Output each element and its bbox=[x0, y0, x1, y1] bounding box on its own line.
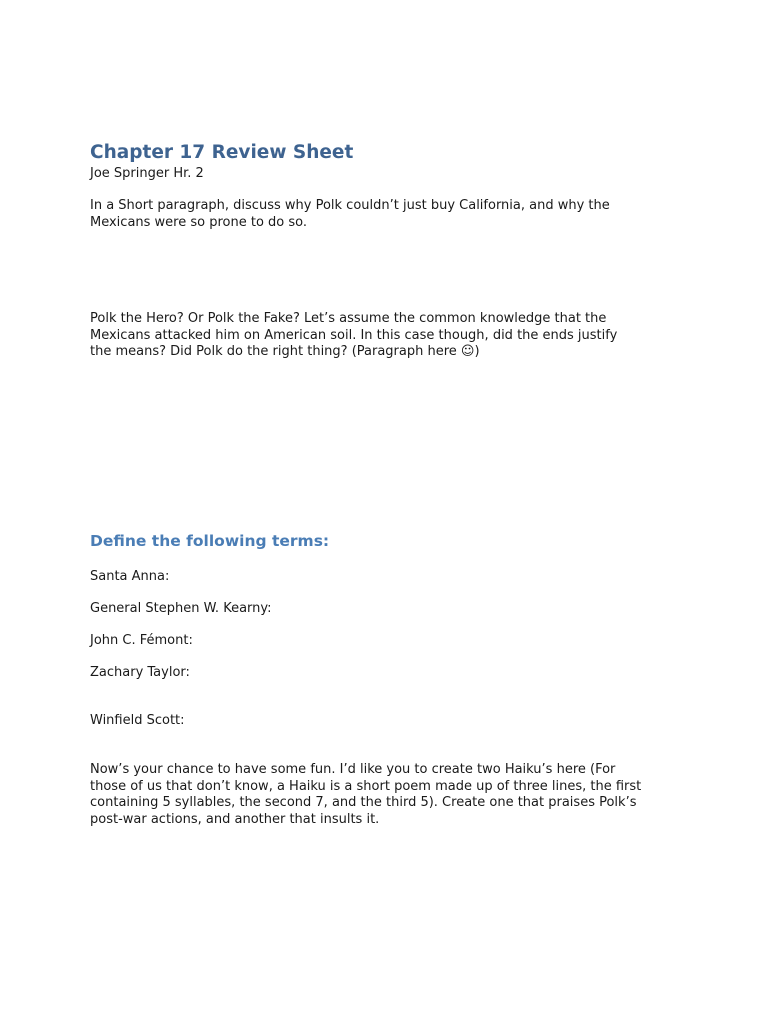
author-line: Joe Springer Hr. 2 bbox=[90, 166, 204, 181]
question-1-paragraph bbox=[90, 198, 690, 231]
page-title: Chapter 17 Review Sheet bbox=[90, 142, 354, 163]
question-2-line: Mexicans attacked him on American soil. In this case though, did the ends justify bbox=[90, 327, 618, 343]
question-3-paragraph bbox=[90, 762, 690, 828]
question-3-line: post-war actions, and another that insults it. bbox=[90, 811, 380, 827]
question-3-line: Now’s your chance to have some fun. I’d like you to create two Haiku’s here (For bbox=[90, 762, 616, 777]
term-john-fremont: John C. Fémont: bbox=[90, 633, 193, 648]
term-stephen-kearny: General Stephen W. Kearny: bbox=[90, 601, 272, 616]
term-winfield-scott: Winfield Scott: bbox=[90, 713, 185, 728]
question-2-line: Polk the Hero? Or Polk the Fake? Let’s assume the common knowledge that the bbox=[90, 311, 607, 326]
question-1-line: In a Short paragraph, discuss why Polk couldn’t just buy California, and why the bbox=[90, 198, 610, 213]
question-1-line: Mexicans were so prone to do so. bbox=[90, 214, 308, 230]
term-santa-anna: Santa Anna: bbox=[90, 569, 170, 584]
term-zachary-taylor: Zachary Taylor: bbox=[90, 665, 190, 680]
question-2-paragraph bbox=[90, 311, 690, 361]
question-3-line: those of us that don’t know, a Haiku is a short poem made up of three lines, the first bbox=[90, 778, 642, 794]
terms-heading: Define the following terms: bbox=[90, 532, 330, 550]
question-2-line: the means? Did Polk do the right thing? (Paragraph here ☺) bbox=[90, 344, 480, 359]
question-3-line: containing 5 syllables, the second 7, and the third 5). Create one that praises Polk’s bbox=[90, 795, 637, 810]
